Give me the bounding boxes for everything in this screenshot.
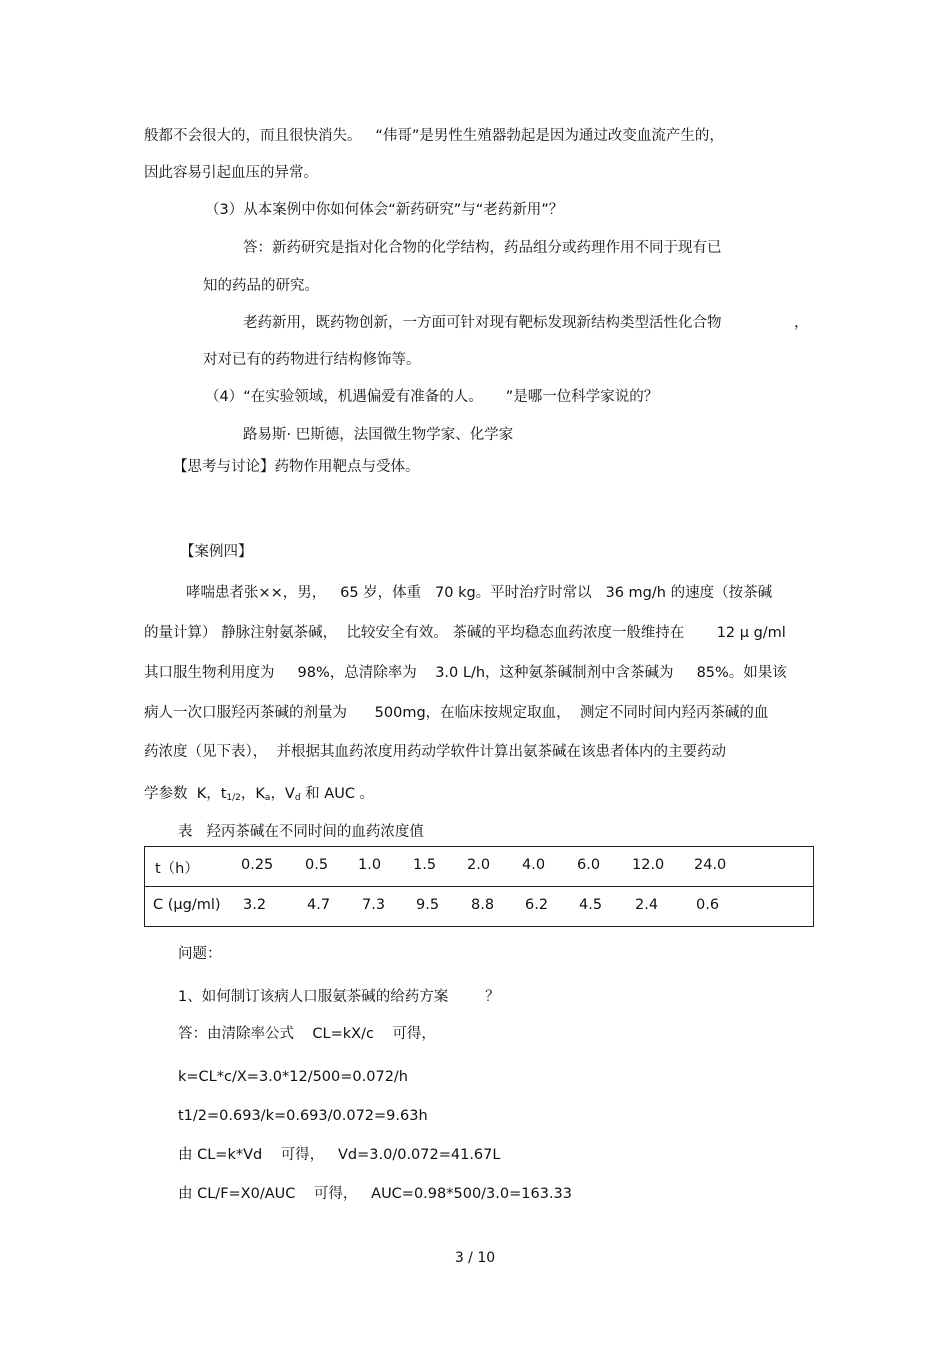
table-cell: 0.25 [241, 857, 274, 873]
case-title: 【案例四】 [180, 544, 253, 560]
table-cell: 3.2 [243, 897, 267, 913]
formula-line: t1/2=0.693/k=0.693/0.072=9.63h [178, 1108, 428, 1124]
answer-3-line: 老药新用，既药物创新，一方面可针对现有靶标发现新结构类型活性化合物 [243, 315, 722, 331]
answer-3-line: 对对已有的药物进行结构修饰等。 [203, 352, 421, 368]
subscript: 1/2 [226, 793, 241, 803]
discussion-heading: 【思考与讨论】药物作用靶点与受体。 [173, 459, 420, 475]
answer-1: 答：由清除率公式 CL=kX/c 可得， [178, 1026, 436, 1042]
subscript: d [294, 793, 301, 803]
param-k: ，K [240, 786, 265, 802]
text-line: 般都不会很大的，而且很快消失。 “伟哥”是男性生殖器勃起是因为通过改变血流产生的， [144, 128, 724, 144]
table-row [145, 887, 814, 927]
case-text-line: 其口服生物利用度为 98%，总清除率为 3.0 L/h，这种氨茶碱制剂中含茶碱为 85%。如果该 [144, 665, 787, 681]
table-cell: 4.7 [307, 897, 331, 913]
question-3: （3）从本案例中你如何体会“新药研究”与“老药新用”？ [205, 202, 564, 218]
concentration-table [144, 846, 814, 927]
table-cell: 8.8 [471, 897, 495, 913]
formula-line: 由 CL=k*Vd 可得， Vd=3.0/0.072=41.67L [178, 1147, 501, 1163]
case-text-line: 的量计算） 静脉注射氨茶碱， 比较安全有效。 茶碱的平均稳态血药浓度一般维持在 12 μ g/ml [144, 625, 786, 641]
question-4: （4）“在实验领域，机遇偏爱有准备的人。 ”是哪一位科学家说的？ [205, 389, 659, 405]
table-cell: 2.4 [635, 897, 659, 913]
table-cell: 4.0 [522, 857, 546, 873]
table-caption: 表 羟丙茶碱在不同时间的血药浓度值 [178, 824, 424, 840]
table-cell: 2.0 [467, 857, 491, 873]
param-auc: 和 AUC 。 [300, 786, 375, 802]
table-cell: 1.5 [413, 857, 437, 873]
answer-4: 路易斯· 巴斯德，法国微生物学家、化学家 [243, 427, 514, 443]
formula-line: 由 CL/F=X0/AUC 可得， AUC=0.98*500/3.0=163.33 [178, 1186, 572, 1202]
answer-3-tail: ， [794, 315, 809, 331]
case-text-line: 药浓度（见下表）， 并根据其血药浓度用药动学软件计算出氨茶碱在该患者体内的主要药动 [144, 744, 726, 760]
param-k-t: 学参数 K，t [144, 786, 227, 802]
subscript: a [264, 793, 271, 803]
question-1: 1、如何制订该病人口服氨茶碱的给药方案 ？ [178, 989, 500, 1005]
table-cell: 1.0 [358, 857, 382, 873]
answer-3-line: 知的药品的研究。 [203, 278, 319, 294]
text-line: 因此容易引起血压的异常。 [144, 165, 318, 181]
case-text-line: 病人一次口服羟丙茶碱的剂量为 500mg，在临床按规定取血， 测定不同时间内羟丙茶碱的血 [144, 705, 769, 721]
table-cell: 6.0 [577, 857, 601, 873]
case-text-line: 哮喘患者张××，男， 65 岁，体重 70 kg。平时治疗时常以 36 mg/h 的速度（按茶碱 [186, 585, 773, 601]
table-cell: 0.6 [696, 897, 720, 913]
page-number: 3 / 10 [454, 1250, 496, 1266]
formula-line: k=CL*c/X=3.0*12/500=0.072/h [178, 1069, 408, 1085]
table-row [145, 847, 814, 887]
questions-header: 问题： [178, 946, 222, 962]
case-text-line [144, 785, 374, 807]
table-cell: 12.0 [632, 857, 665, 873]
table-cell: 24.0 [694, 857, 727, 873]
param-v: ，V [270, 786, 295, 802]
table-cell: 4.5 [579, 897, 603, 913]
table-cell: 6.2 [525, 897, 549, 913]
row-label-time: t（h） [155, 861, 199, 877]
table-cell: 0.5 [305, 857, 329, 873]
table-cell: 9.5 [416, 897, 440, 913]
table-cell: 7.3 [362, 897, 386, 913]
row-label-concentration: C (μg/ml) [153, 897, 221, 913]
answer-3-line: 答：新药研究是指对化合物的化学结构，药品组分或药理作用不同于现有已 [243, 240, 722, 256]
